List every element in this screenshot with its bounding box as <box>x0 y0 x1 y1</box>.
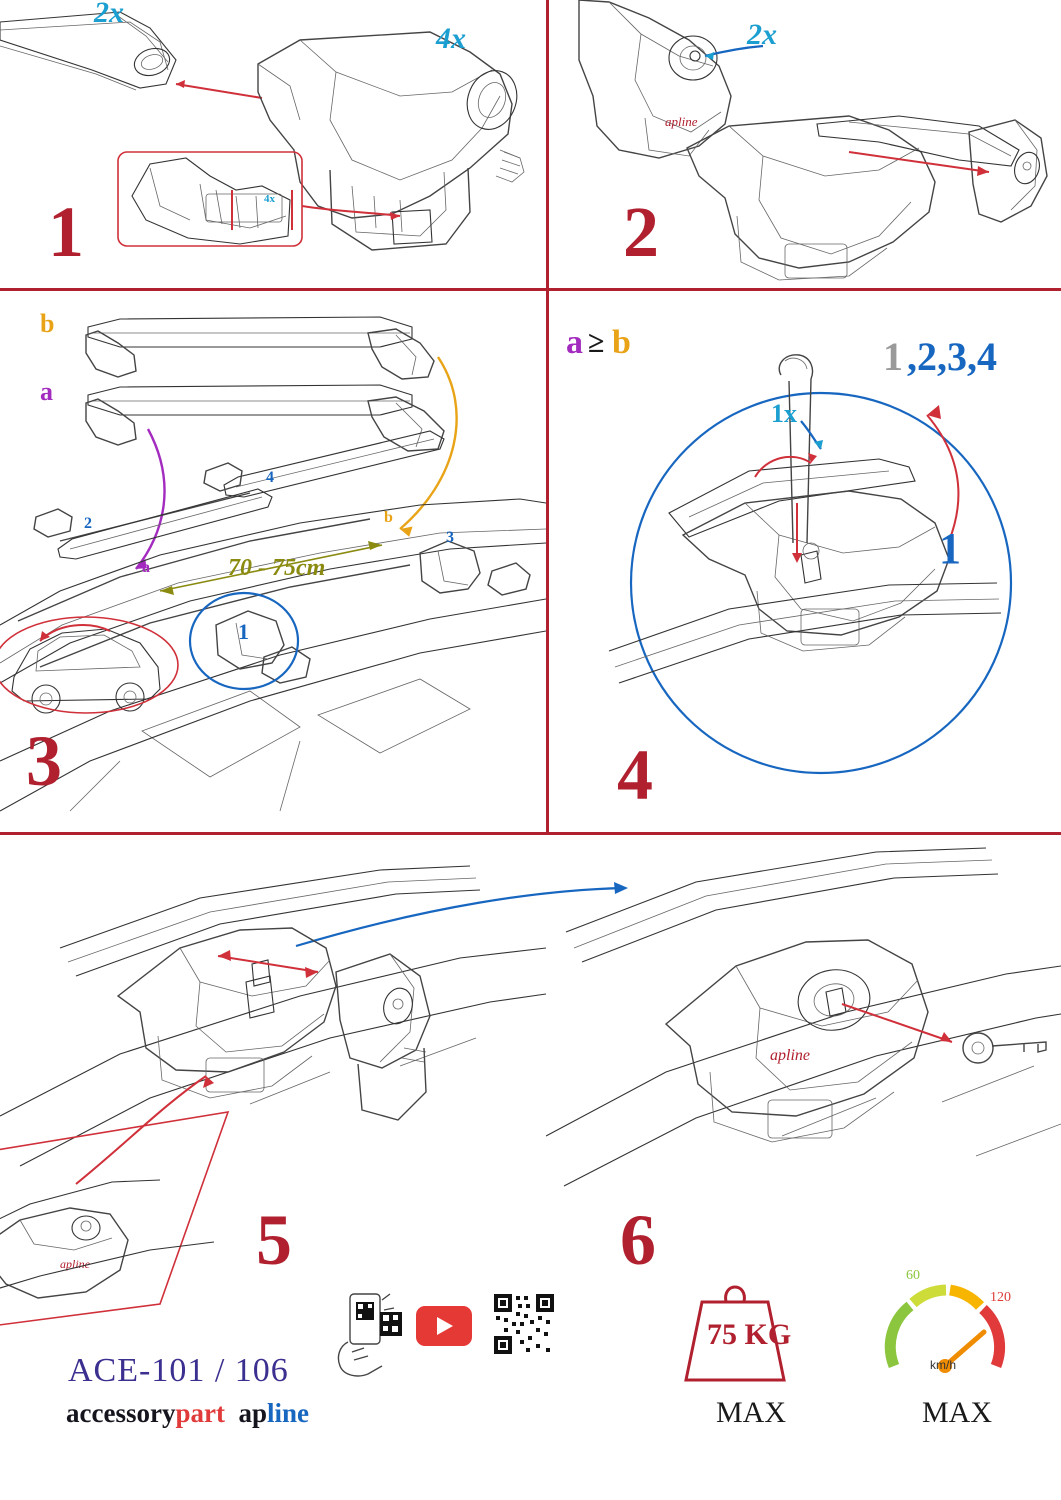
speed-tick-60: 60 <box>906 1268 920 1283</box>
qr-scan-phone-icon <box>318 1290 404 1380</box>
foot-number-4: 4 <box>266 469 274 486</box>
svg-text:apline: apline <box>60 1257 90 1271</box>
svg-text:apline: apline <box>770 1047 810 1064</box>
divider-2 <box>0 832 1061 835</box>
panel-step-3 <box>0 291 546 832</box>
speedometer-icon <box>880 1270 1010 1390</box>
quantity-1x-lever: 1x <box>771 399 797 428</box>
speed-unit: km/h <box>930 1358 957 1372</box>
step-number-3: 3 <box>26 721 62 801</box>
model-code: ACE-101 / 106 <box>68 1352 289 1389</box>
relation-a: a <box>566 324 583 361</box>
callout-number-1: 1 <box>939 524 961 573</box>
sequence-first: 1 <box>883 334 903 379</box>
youtube-icon[interactable] <box>416 1306 472 1346</box>
relation-b: b <box>612 324 631 361</box>
quantity-4x-foot: 4x <box>436 22 466 55</box>
foot-number-1: 1 <box>238 619 249 644</box>
step-number-6: 6 <box>620 1200 656 1280</box>
quantity-2x-lock: 2x <box>747 18 777 51</box>
brand-line: line <box>266 1398 309 1428</box>
brand-accessory: accessory <box>66 1398 176 1428</box>
step-number-1: 1 <box>48 192 84 272</box>
bar-tag-b: b <box>384 509 393 526</box>
step-number-4: 4 <box>617 735 653 815</box>
panel-step-2 <box>549 0 1061 288</box>
svg-text:apline: apline <box>665 114 698 129</box>
weight-max-label: MAX <box>716 1396 787 1429</box>
foot-number-3: 3 <box>446 529 454 546</box>
brand-part: part <box>175 1398 225 1428</box>
bar-tag-a: a <box>142 559 150 576</box>
quantity-2x-rail: 2x <box>94 0 124 29</box>
bar-label-b: b <box>40 309 55 338</box>
step-number-5: 5 <box>256 1200 292 1280</box>
step-number-2: 2 <box>623 192 659 272</box>
panel-step-1 <box>0 0 546 288</box>
speed-max-label: MAX <box>922 1396 993 1429</box>
distance-label: 70 - 75cm <box>228 555 326 581</box>
brand-ap: ap <box>238 1398 267 1428</box>
svg-text:4x: 4x <box>264 193 275 205</box>
bar-label-a: a <box>40 377 53 406</box>
relation-sign: ≥ <box>588 326 605 359</box>
weight-value: 75 KG <box>707 1318 792 1351</box>
sequence-rest: ,2,3,4 <box>907 334 997 379</box>
key-icon <box>963 1033 1046 1063</box>
qr-code-icon[interactable] <box>492 1292 556 1356</box>
panel-step-4 <box>549 291 1061 832</box>
speed-tick-120: 120 <box>990 1290 1011 1305</box>
brand-lockup <box>66 1398 309 1429</box>
foot-number-2: 2 <box>84 515 92 532</box>
